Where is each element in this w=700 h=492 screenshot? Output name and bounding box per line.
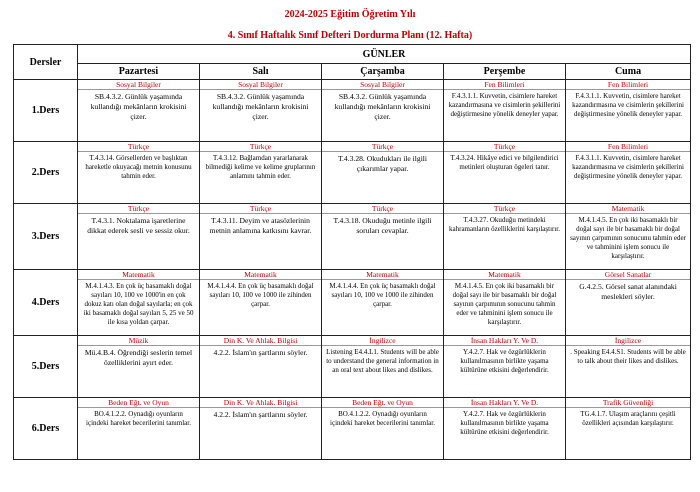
lesson-cell (78, 142, 200, 204)
subject-label: Sosyal Bilgiler (78, 80, 199, 90)
document-title-plan: 4. Sınıf Haftalık Sınıf Defteri Dordurma Planı (12. Hafta) (227, 30, 473, 41)
lesson-row (14, 204, 691, 270)
objective-text: T.4.3.11. Deyim ve atasözlerinin metnin anlamına katkısını kavrar. (209, 216, 312, 235)
lesson-cell (200, 336, 322, 398)
subject-label: Beden Eğt. ve Oyun (78, 398, 199, 408)
lesson-cell (444, 80, 566, 142)
subject-label: Türkçe (322, 204, 443, 214)
subject-label: İnsan Hakları Y. Ve D. (444, 398, 565, 408)
objective-text: BO.4.1.2.2. Oynadığı oyunların içindeki hareket becerilerini tanımlar. (86, 410, 191, 427)
lesson-cell (444, 336, 566, 398)
objective-text: SB.4.3.2. Günlük yaşamında kullandığı mekânların krokisini çizer. (90, 92, 187, 121)
lesson-cell (444, 270, 566, 336)
objective-text: Mü.4.B.4. Öğrendiği seslerin temel özelliklerini ayırt eder. (84, 348, 193, 367)
objective-text: T.4.3.28. Okudukları ile ilgili çıkarımlar yapar. (337, 154, 428, 173)
lesson-number: 6.Ders (14, 398, 78, 460)
objective-text: T.4.3.1. Noktalama işaretlerine dikkat ederek sesli ve sessiz okur. (87, 216, 190, 235)
objective-text: SB.4.3.2. Günlük yaşamında kullandığı mekânların krokisini çizer. (212, 92, 309, 121)
lesson-row (14, 270, 691, 336)
objective-text: Y.4.2.7. Hak ve özgürlüklerin kullanılmasının birlikte yaşama kültürüne etkisini değerlendirir. (460, 348, 549, 374)
header-day-sali: Salı (200, 64, 322, 80)
header-day-cuma: Cuma (566, 64, 691, 80)
subject-label: Din K. Ve Ahlak. Bilgisi (200, 398, 321, 408)
subject-label: Türkçe (444, 142, 565, 152)
subject-label: Türkçe (322, 142, 443, 152)
objective-text: . Speaking E4.4.S1. Students will be able to talk about their likes and dislikes. (570, 348, 686, 365)
lesson-number: 2.Ders (14, 142, 78, 204)
subject-label: Fen Bilimleri (566, 80, 690, 90)
lesson-cell (78, 204, 200, 270)
header-day-pazartesi: Pazartesi (78, 64, 200, 80)
subject-label: Sosyal Bilgiler (200, 80, 321, 90)
objective-text: M.4.1.4.4. En çok üç basamaklı doğal sayıları 10, 100 ve 1000 ile zihinden çarpar. (329, 282, 436, 308)
subject-label: Matematik (78, 270, 199, 280)
lesson-cell (566, 270, 691, 336)
objective-text: M.4.1.4.5. En çok iki basamaklı bir doğal sayı ile bir basamaklı bir doğal sayının çarpımının sonucunu tahmin eder ve tahminini işlem sonucu ile karşılaştırır. (570, 216, 686, 260)
lesson-cell (322, 398, 444, 460)
lesson-number: 5.Ders (14, 336, 78, 398)
subject-label: Görsel Sanatlar (566, 270, 690, 280)
subject-label: Türkçe (200, 142, 321, 152)
lesson-cell (444, 204, 566, 270)
lesson-cell (200, 204, 322, 270)
lesson-cell (78, 398, 200, 460)
lesson-number: 1.Ders (14, 80, 78, 142)
objective-text: T.4.3.18. Okuduğu metinle ilgili soruları cevaplar. (333, 216, 432, 235)
objective-text: F.4.3.1.1. Kuvvetin, cisimlere hareket kazandırmasına ve cisimlerin şekillerini değiştirmesine yönelik deneyler yapar. (572, 154, 684, 180)
lesson-cell (566, 142, 691, 204)
lesson-cell (322, 204, 444, 270)
subject-label: Müzik (78, 336, 199, 346)
objective-text: M.4.1.4.5. En çok iki basamaklı bir doğal sayı ile bir basamaklı bir doğal sayının çarpımının sonucunu tahmin eder ve tahminini işlem sonucu ile karşılaştırır. (452, 282, 557, 326)
lesson-cell (322, 80, 444, 142)
lesson-cell (566, 204, 691, 270)
weekly-plan-table (13, 44, 691, 460)
lesson-cell (78, 336, 200, 398)
lesson-row (14, 142, 691, 204)
objective-text: F.4.3.1.1. Kuvvetin, cisimlere hareket kazandırmasına ve cisimlerin şekillerini değiştirmesine yönelik deneyler yapar. (572, 92, 684, 118)
header-dersler: Dersler (14, 45, 78, 80)
lesson-cell (200, 398, 322, 460)
lesson-cell (444, 142, 566, 204)
lesson-cell (322, 142, 444, 204)
subject-label: Türkçe (78, 204, 199, 214)
objective-text: Y.4.2.7. Hak ve özgürlüklerin kullanılmasının birlikte yaşama kültürüne etkisini değerlendirir. (460, 410, 549, 436)
lesson-row (14, 80, 691, 142)
subject-label: Din K. Ve Ahlak. Bilgisi (200, 336, 321, 346)
lesson-number: 4.Ders (14, 270, 78, 336)
subject-label: İngilizce (322, 336, 443, 346)
header-day-persembe: Perşembe (444, 64, 566, 80)
objective-text: T.4.3.14. Görsellerden ve başlıktan hareketle okuyacağı metnin konusunu tahmin eder. (85, 154, 192, 180)
lesson-row (14, 398, 691, 460)
lesson-cell (322, 336, 444, 398)
lesson-cell (200, 80, 322, 142)
objective-text: Listening E4.4.L1. Students will be able to understand the general information in an oral text about likes and dislikes. (326, 348, 439, 374)
objective-text: TG.4.1.7. Ulaşım araçlarını çeşitli özellikleri açısından karşılaştırır. (580, 410, 676, 427)
lesson-cell (566, 336, 691, 398)
objective-text: M.4.1.4.4. En çok üç basamaklı doğal sayıları 10, 100 ve 1000 ile zihinden çarpar. (207, 282, 314, 308)
objective-text: BO.4.1.2.2. Oynadığı oyunların içindeki hareket becerilerini tanımlar. (330, 410, 435, 427)
objective-text: SB.4.3.2. Günlük yaşamında kullandığı mekânların krokisini çizer. (334, 92, 431, 121)
lesson-cell (200, 270, 322, 336)
lesson-cell (566, 398, 691, 460)
objective-text: T.4.3.12. Bağlamdan yararlanarak bilmediği kelime ve kelime gruplarının anlamını tahmin eder. (205, 154, 316, 180)
subject-label: Beden Eğt. ve Oyun (322, 398, 443, 408)
objective-text: G.4.2.5. Görsel sanat alanındaki meslekleri söyler. (579, 282, 677, 301)
lesson-cell (322, 270, 444, 336)
objective-text: F.4.3.1.1. Kuvvetin, cisimlere hareket kazandırmasına ve cisimlerin şekillerini değiştirmesine yönelik deneyler yapar. (448, 92, 561, 118)
objective-text: 4.2.2. İslam'ın şartlarını söyler. (213, 410, 308, 419)
lesson-number: 3.Ders (14, 204, 78, 270)
subject-label: Matematik (444, 270, 565, 280)
document-title-year: 2024-2025 Eğitim Öğretim Yılı (284, 9, 416, 20)
objective-text: T.4.3.24. Hikâye edici ve bilgilendirici metinleri oluşturan ögeleri tanır. (450, 154, 559, 171)
subject-label: Fen Bilimleri (444, 80, 565, 90)
subject-label: Sosyal Bilgiler (322, 80, 443, 90)
subject-label: Türkçe (78, 142, 199, 152)
header-gunler: GÜNLER (78, 45, 691, 64)
lesson-cell (78, 80, 200, 142)
subject-label: Matematik (200, 270, 321, 280)
subject-label: Türkçe (444, 204, 565, 214)
subject-label: Matematik (566, 204, 690, 214)
lesson-cell (78, 270, 200, 336)
subject-label: Türkçe (200, 204, 321, 214)
objective-text: M.4.1.4.3. En çok üç basamaklı doğal sayıları 10, 100 ve 1000'in en çok dokuz katı olan doğal sayılarla; en çok iki basamaklı doğal sayıları 5, 25 ve 50 ile kısa yoldan çarpar. (83, 282, 194, 326)
objective-text: 4.2.2. İslam'ın şartlarını söyler. (213, 348, 308, 357)
objective-text: T.4.3.27. Okuduğu metindeki kahramanların özelliklerini karşılaştırır. (449, 216, 560, 233)
header-day-carsamba: Çarşamba (322, 64, 444, 80)
subject-label: Fen Bilimleri (566, 142, 690, 152)
lesson-cell (566, 80, 691, 142)
subject-label: Trafik Güvenliği (566, 398, 690, 408)
lesson-cell (444, 398, 566, 460)
subject-label: İnsan Hakları Y. Ve D. (444, 336, 565, 346)
subject-label: Matematik (322, 270, 443, 280)
subject-label: İngilizce (566, 336, 690, 346)
lesson-cell (200, 142, 322, 204)
lesson-row (14, 336, 691, 398)
